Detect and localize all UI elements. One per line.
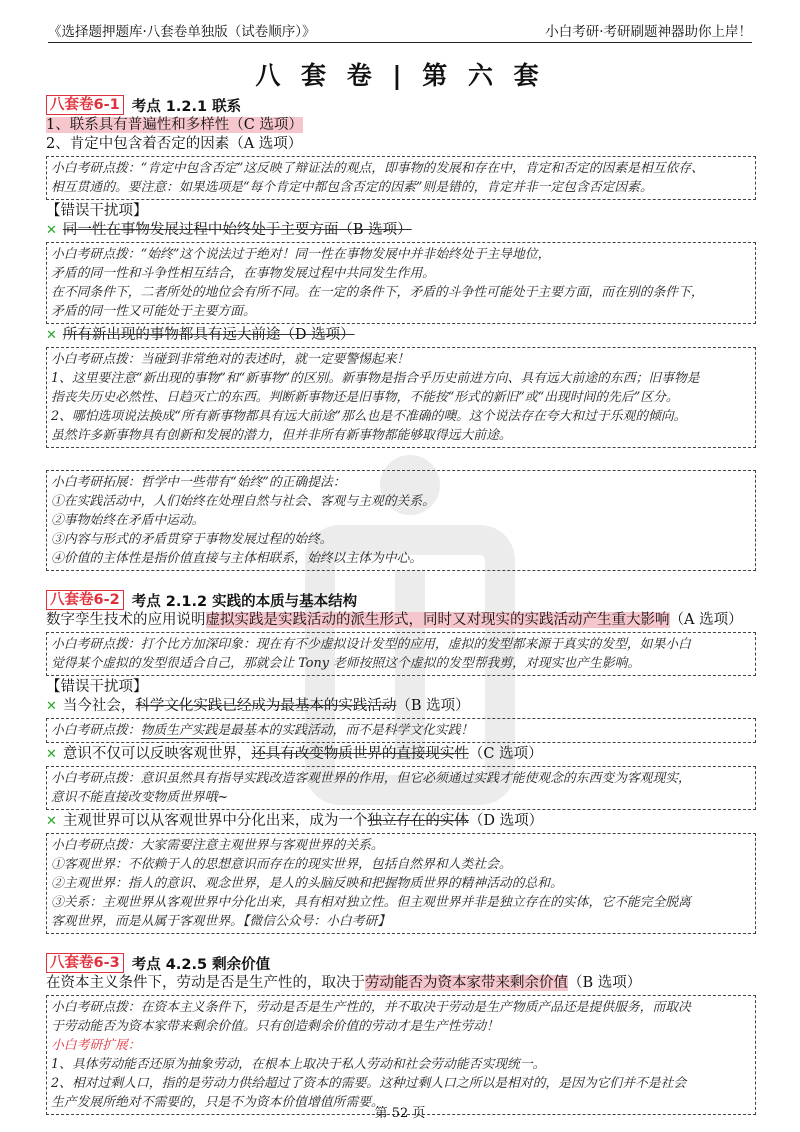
section-tag: 八套卷6-3	[46, 953, 124, 973]
answer-line: 在资本主义条件下，劳动是否是生产性的，取决于劳动能否为资本家带来剩余价值（B 选项）	[46, 975, 642, 991]
tip-row: 小白考研点拨：当碰到非常绝对的表述时，就一定要警惕起来！	[51, 352, 410, 367]
tip-row: ④价值的主体性是指价值直接与主体相联系，始终以主体为中心。	[51, 551, 423, 566]
tip-row: 虽然许多新事物具有创新和发展的潜力，但并非所有新事物都能够取得远大前途。	[51, 428, 512, 443]
section-6-3-header	[46, 952, 756, 974]
tip-row: 1、具体劳动能否还原为抽象劳动，在根本上取决于私人劳动和社会劳动能否实现统一。	[51, 1057, 546, 1072]
tip-row: ③内容与形式的矛盾贯穿于事物发展过程的始终。	[51, 532, 333, 547]
wrong-option: ✕ 主观世界可以从客观世界中分化出来，成为一个独立存在的实体（D 选项）	[46, 813, 544, 829]
tip-box	[46, 242, 756, 324]
page-content	[46, 92, 756, 1117]
page-header	[48, 14, 752, 43]
cross-icon: ✕	[46, 223, 57, 238]
tip-row: 小白考研点拨：“始终”这个说法过于绝对！同一性在事物发展中并非始终处于主导地位，	[51, 247, 551, 262]
section-heading: 考点 1.2.1 联系	[131, 98, 242, 115]
cross-icon: ✕	[46, 747, 57, 762]
error-options-label: 【错误干扰项】	[46, 679, 148, 695]
tip-row: 小白考研点拨：意识虽然具有指导实践改造客观世界的作用，但它必须通过实践才能使观念的东西变为客观现实，	[51, 771, 691, 786]
tip-row: 小白考研点拨：打个比方加深印象：现在有不少虚拟设计发型的应用，虚拟的发型都来源于真实的发型，如果小白	[51, 637, 691, 652]
tip-row: 觉得某个虚拟的发型很适合自己，那就会让 Tony 老师按照这个虚拟的发型帮我剪，对现实也产生影响。	[51, 656, 641, 671]
tip-row: 小白考研扩展：	[51, 1038, 141, 1053]
cross-icon: ✕	[46, 328, 57, 343]
section-heading: 考点 4.2.5 剩余价值	[131, 956, 271, 973]
tip-row: ③关系：主观世界从客观世界中分化出来，具有相对独立性。但主观世界并非是独立存在的实体，它不能完全脱离	[51, 895, 691, 910]
section-6-2-header	[46, 589, 756, 611]
wrong-option: ✕ 当今社会，科学文化实践已经成为最基本的实践活动（B 选项）	[46, 698, 470, 714]
tip-box	[46, 632, 756, 676]
tip-row: 矛盾的同一性又可能处于主要方面。	[51, 304, 256, 319]
tip-row: 意识不能直接改变物质世界哦~	[51, 790, 229, 805]
tip-box	[46, 766, 756, 810]
tip-box	[46, 347, 756, 448]
tip-box	[46, 156, 756, 200]
tip-row: 小白考研点拨：物质生产实践是最基本的实践活动，而不是科学文化实践！	[51, 723, 474, 738]
tip-row: ②主观世界：指人的意识、观念世界，是人的头脑反映和把握物质世界的精神活动的总和。	[51, 876, 563, 891]
tip-box	[46, 995, 756, 1115]
cross-icon: ✕	[46, 699, 57, 714]
page-number: 第 52 页	[374, 1106, 426, 1121]
tip-row: ②事物始终在矛盾中运动。	[51, 513, 205, 528]
tip-row: 矛盾的同一性和斗争性相互结合，在事物发展过程中共同发生作用。	[51, 266, 435, 281]
tip-row: 小白考研点拨：在资本主义条件下，劳动是否是生产性的，并不取决于劳动是生产物质产品还是提供服务，而取决	[51, 1000, 691, 1015]
tip-box	[46, 718, 756, 743]
tip-row: 小白考研拓展：哲学中一些带有“始终”的正确提法：	[51, 475, 346, 490]
tip-row: 生产发展所绝对不需要的，只是不为资本价值增值所需要。	[51, 1095, 384, 1110]
header-book-title: 《选择题押题库·八套卷单独版（试卷顺序）》	[48, 24, 316, 40]
answer-line: 数字孪生技术的应用说明虚拟实践是实践活动的派生形式，同时又对现实的实践活动产生重大影响（A 选项）	[46, 612, 743, 628]
tip-row: 2、相对过剩人口，指的是劳动力供给超过了资本的需要。这种过剩人口之所以是相对的，是因为它们并不是社会	[51, 1076, 687, 1091]
tip-row: 客观世界，而是从属于客观世界。【微信公众号：小白考研】	[51, 914, 391, 929]
wrong-option: ✕ 所有新出现的事物都具有远大前途（D 选项）	[46, 327, 355, 343]
tip-row: 1、这里要注意“新出现的事物”和“新事物”的区别。新事物是指合乎历史前进方向、具有远大前途的东西；旧事物是	[51, 371, 700, 386]
tip-row: 在不同条件下，二者所处的地位会有所不同。在一定的条件下，矛盾的斗争性可能处于主要方面，而在别的条件下，	[51, 285, 704, 300]
wrong-option: ✕ 意识不仅可以反映客观世界，还具有改变物质世界的直接现实性（C 选项）	[46, 746, 543, 762]
error-options-label: 【错误干扰项】	[46, 203, 148, 219]
page-title: 八 套 卷 | 第 六 套	[255, 61, 545, 90]
tip-box	[46, 833, 756, 934]
extension-box	[46, 470, 756, 571]
tip-row: 相互贯通的。要注意：如果选项是“每个肯定中都包含否定的因素”则是错的，肯定并非一定包含否定因素。	[51, 180, 653, 195]
tip-row: 小白考研点拨：大家需要注意主观世界与客观世界的关系。	[51, 838, 384, 853]
tip-row: ①在实践活动中，人们始终在处理自然与社会、客观与主观的关系。	[51, 494, 435, 509]
tip-row: 指丧失历史必然性、日趋灭亡的东西。判断新事物还是旧事物，不能按“形式的新旧”或“出现时间的先后”区分。	[51, 390, 679, 405]
section-6-1-header	[46, 94, 756, 116]
tip-row: ①客观世界：不依赖于人的思想意识而存在的现实世界，包括自然界和人类社会。	[51, 857, 512, 872]
section-tag: 八套卷6-2	[46, 590, 124, 610]
answer-line: 1、联系具有普遍性和多样性（C 选项）	[46, 117, 303, 133]
header-slogan: 小白考研·考研刷题神器助你上岸！	[545, 24, 752, 40]
section-tag: 八套卷6-1	[46, 95, 124, 115]
tip-row: 2、哪怕选项说法换成“所有新事物都具有远大前途”那么也是不准确的噢。这个说法存在夸大和过于乐观的倾向。	[51, 409, 687, 424]
answer-line: 2、肯定中包含着否定的因素（A 选项）	[46, 136, 303, 152]
wrong-option: ✕ 同一性在事物发展过程中始终处于主要方面（B 选项）	[46, 222, 412, 238]
cross-icon: ✕	[46, 814, 57, 829]
section-heading: 考点 2.1.2 实践的本质与基本结构	[131, 593, 358, 610]
tip-row: 小白考研点拨：“肯定中包含否定”这反映了辩证法的观点，即事物的发展和存在中，肯定和否定的因素是相互依存、	[51, 161, 704, 176]
tip-row: 于劳动能否为资本家带来剩余价值。只有创造剩余价值的劳动才是生产性劳动！	[51, 1019, 499, 1034]
